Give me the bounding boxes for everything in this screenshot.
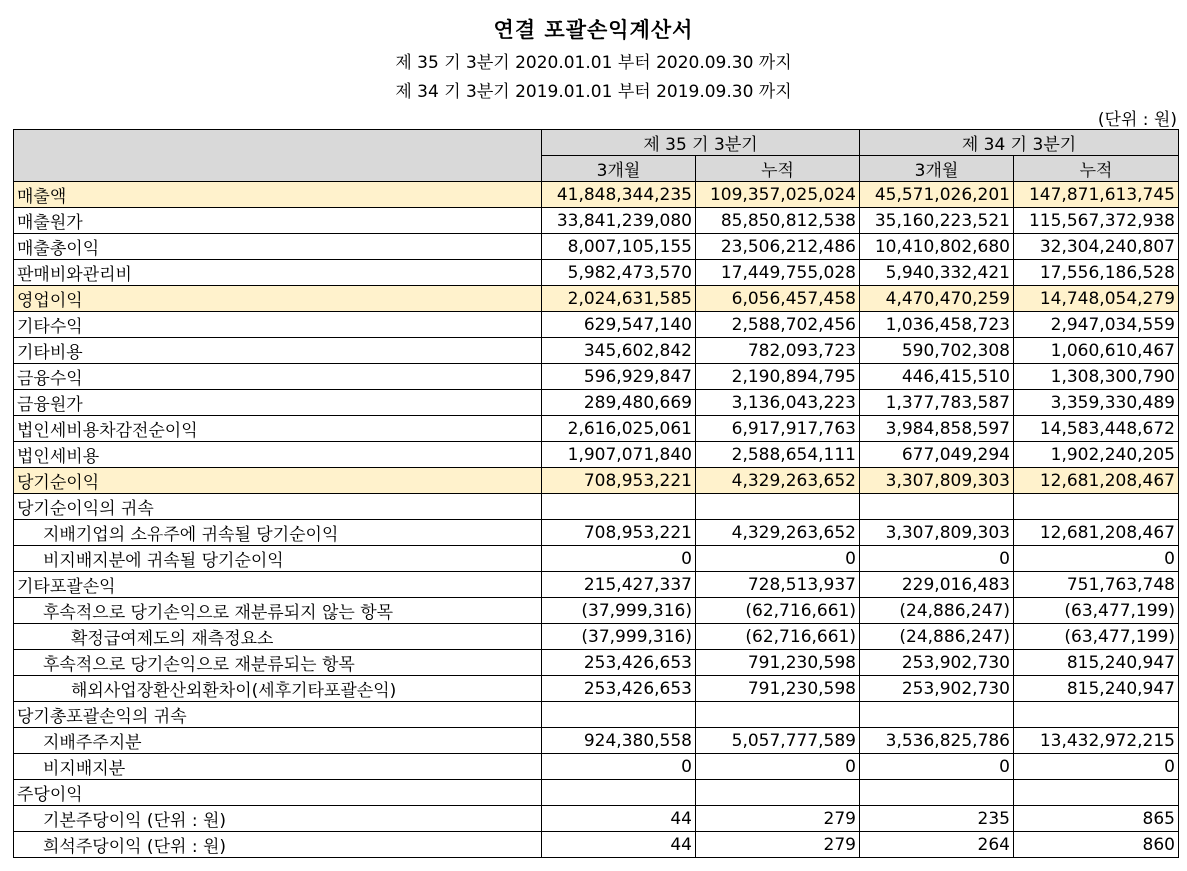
row-label: 후속적으로 당기손익으로 재분류되지 않는 항목	[14, 598, 542, 624]
table-row	[14, 650, 1179, 676]
table-row	[14, 598, 1179, 624]
row-value: 253,426,653	[542, 650, 696, 676]
row-value: 253,902,730	[860, 650, 1014, 676]
period-current: 제 35 기 3분기 2020.01.01 부터 2020.09.30 까지	[395, 53, 792, 73]
row-label: 지배기업의 소유주에 귀속될 당기순이익	[14, 520, 542, 546]
row-label: 법인세비용차감전순이익	[14, 416, 542, 442]
row-label: 기본주당이익 (단위 : 원)	[14, 806, 542, 832]
row-value: 3,984,858,597	[860, 416, 1014, 442]
table-row	[14, 572, 1179, 598]
table-row	[14, 260, 1179, 286]
row-value: 3,307,809,303	[860, 468, 1014, 494]
period-prior: 제 34 기 3분기 2019.01.01 부터 2019.09.30 까지	[395, 82, 792, 102]
row-value	[696, 494, 860, 520]
row-label: 후속적으로 당기손익으로 재분류되는 항목	[14, 650, 542, 676]
row-value	[542, 494, 696, 520]
row-value: 677,049,294	[860, 442, 1014, 468]
row-value: (37,999,316)	[542, 624, 696, 650]
row-label: 기타수익	[14, 312, 542, 338]
row-value: 728,513,937	[696, 572, 860, 598]
row-value: 782,093,723	[696, 338, 860, 364]
row-value: (63,477,199)	[1014, 598, 1179, 624]
table-row	[14, 494, 1179, 520]
row-value: 44	[542, 806, 696, 832]
row-value	[860, 702, 1014, 728]
row-value: 5,940,332,421	[860, 260, 1014, 286]
row-value: 17,449,755,028	[696, 260, 860, 286]
row-label: 매출원가	[14, 208, 542, 234]
row-value: 1,377,783,587	[860, 390, 1014, 416]
row-value: 5,057,777,589	[696, 728, 860, 754]
row-value: 109,357,025,024	[696, 182, 860, 208]
row-value: 264	[860, 832, 1014, 858]
table-row	[14, 338, 1179, 364]
row-value: 865	[1014, 806, 1179, 832]
table-row	[14, 312, 1179, 338]
row-value: 32,304,240,807	[1014, 234, 1179, 260]
table-row	[14, 208, 1179, 234]
row-value: 596,929,847	[542, 364, 696, 390]
header-current-cumulative: 누적	[696, 156, 860, 182]
row-value: 815,240,947	[1014, 676, 1179, 702]
row-value: 147,871,613,745	[1014, 182, 1179, 208]
row-value: 0	[860, 546, 1014, 572]
row-value: 215,427,337	[542, 572, 696, 598]
row-value: 0	[696, 546, 860, 572]
statement-body	[14, 182, 1179, 858]
row-label: 매출액	[14, 182, 542, 208]
row-value: 629,547,140	[542, 312, 696, 338]
row-value: 3,307,809,303	[860, 520, 1014, 546]
row-value	[542, 780, 696, 806]
row-value: 1,308,300,790	[1014, 364, 1179, 390]
table-row	[14, 624, 1179, 650]
row-value: 3,136,043,223	[696, 390, 860, 416]
table-row	[14, 676, 1179, 702]
row-label: 영업이익	[14, 286, 542, 312]
row-value: 3,359,330,489	[1014, 390, 1179, 416]
row-label: 주당이익	[14, 780, 542, 806]
table-row	[14, 416, 1179, 442]
row-value: 12,681,208,467	[1014, 468, 1179, 494]
header-prior-3month: 3개월	[860, 156, 1014, 182]
row-value: 12,681,208,467	[1014, 520, 1179, 546]
row-value: 253,426,653	[542, 676, 696, 702]
table-row	[14, 364, 1179, 390]
row-label: 기타포괄손익	[14, 572, 542, 598]
row-value: 85,850,812,538	[696, 208, 860, 234]
row-value	[860, 780, 1014, 806]
header-current-period: 제 35 기 3분기	[542, 130, 860, 156]
row-value: 4,470,470,259	[860, 286, 1014, 312]
row-value: 13,432,972,215	[1014, 728, 1179, 754]
row-value: 0	[696, 754, 860, 780]
row-value	[542, 702, 696, 728]
row-value: 229,016,483	[860, 572, 1014, 598]
row-value: 14,748,054,279	[1014, 286, 1179, 312]
row-value: 115,567,372,938	[1014, 208, 1179, 234]
row-label: 법인세비용	[14, 442, 542, 468]
table-row	[14, 728, 1179, 754]
row-value: (24,886,247)	[860, 624, 1014, 650]
table-row	[14, 780, 1179, 806]
row-label: 희석주당이익 (단위 : 원)	[14, 832, 542, 858]
unit-label: (단위 : 원)	[1097, 110, 1177, 130]
row-value: (62,716,661)	[696, 598, 860, 624]
row-value: 10,410,802,680	[860, 234, 1014, 260]
row-value: 2,588,654,111	[696, 442, 860, 468]
table-row	[14, 702, 1179, 728]
row-value: 45,571,026,201	[860, 182, 1014, 208]
row-value: 8,007,105,155	[542, 234, 696, 260]
row-value: 289,480,669	[542, 390, 696, 416]
row-value: 2,616,025,061	[542, 416, 696, 442]
row-value: 0	[860, 754, 1014, 780]
row-label: 금융원가	[14, 390, 542, 416]
row-value: (37,999,316)	[542, 598, 696, 624]
row-value: 2,947,034,559	[1014, 312, 1179, 338]
row-value: 279	[696, 832, 860, 858]
row-value	[696, 780, 860, 806]
row-value	[696, 702, 860, 728]
row-value: 1,036,458,723	[860, 312, 1014, 338]
income-statement-table	[13, 129, 1179, 858]
header-prior-cumulative: 누적	[1014, 156, 1179, 182]
row-value: 5,982,473,570	[542, 260, 696, 286]
row-label: 당기총포괄손익의 귀속	[14, 702, 542, 728]
row-value: 6,917,917,763	[696, 416, 860, 442]
table-row	[14, 234, 1179, 260]
row-value: 860	[1014, 832, 1179, 858]
row-value: 708,953,221	[542, 468, 696, 494]
row-value: 3,536,825,786	[860, 728, 1014, 754]
table-row	[14, 442, 1179, 468]
row-label: 당기순이익의 귀속	[14, 494, 542, 520]
row-value: 2,588,702,456	[696, 312, 860, 338]
row-label: 확정급여제도의 재측정요소	[14, 624, 542, 650]
row-value: (62,716,661)	[696, 624, 860, 650]
row-value: 235	[860, 806, 1014, 832]
row-label: 비지배지분	[14, 754, 542, 780]
row-value: 4,329,263,652	[696, 520, 860, 546]
row-value: 708,953,221	[542, 520, 696, 546]
row-label: 비지배지분에 귀속될 당기순이익	[14, 546, 542, 572]
row-value: 17,556,186,528	[1014, 260, 1179, 286]
row-value: 791,230,598	[696, 650, 860, 676]
row-value: 14,583,448,672	[1014, 416, 1179, 442]
table-row	[14, 806, 1179, 832]
table-row	[14, 754, 1179, 780]
row-value: 345,602,842	[542, 338, 696, 364]
row-value: 1,907,071,840	[542, 442, 696, 468]
row-value: 41,848,344,235	[542, 182, 696, 208]
row-value: 253,902,730	[860, 676, 1014, 702]
row-value: 0	[542, 546, 696, 572]
row-value: (63,477,199)	[1014, 624, 1179, 650]
row-label: 지배주주지분	[14, 728, 542, 754]
row-value: 815,240,947	[1014, 650, 1179, 676]
table-row	[14, 182, 1179, 208]
row-value: 446,415,510	[860, 364, 1014, 390]
row-value	[1014, 702, 1179, 728]
row-value: 2,024,631,585	[542, 286, 696, 312]
row-value: 279	[696, 806, 860, 832]
table-row	[14, 546, 1179, 572]
row-value: 4,329,263,652	[696, 468, 860, 494]
row-label: 금융수익	[14, 364, 542, 390]
row-label: 기타비용	[14, 338, 542, 364]
row-value: 2,190,894,795	[696, 364, 860, 390]
table-row	[14, 520, 1179, 546]
row-value: 1,060,610,467	[1014, 338, 1179, 364]
row-value: 44	[542, 832, 696, 858]
statement-title: 연결 포괄손익계산서	[493, 18, 694, 42]
row-value: 0	[542, 754, 696, 780]
table-row	[14, 286, 1179, 312]
row-value: 33,841,239,080	[542, 208, 696, 234]
row-label: 해외사업장환산외환차이(세후기타포괄손익)	[14, 676, 542, 702]
row-value: 35,160,223,521	[860, 208, 1014, 234]
header-prior-period: 제 34 기 3분기	[860, 130, 1179, 156]
row-value: 23,506,212,486	[696, 234, 860, 260]
row-label: 당기순이익	[14, 468, 542, 494]
table-row	[14, 832, 1179, 858]
row-label: 매출총이익	[14, 234, 542, 260]
row-value: (24,886,247)	[860, 598, 1014, 624]
row-value: 924,380,558	[542, 728, 696, 754]
row-value	[1014, 780, 1179, 806]
row-value: 751,763,748	[1014, 572, 1179, 598]
table-row	[14, 468, 1179, 494]
header-blank	[14, 130, 542, 182]
table-row	[14, 390, 1179, 416]
row-value	[1014, 494, 1179, 520]
row-value: 0	[1014, 754, 1179, 780]
row-value: 590,702,308	[860, 338, 1014, 364]
header-current-3month: 3개월	[542, 156, 696, 182]
row-label: 판매비와관리비	[14, 260, 542, 286]
row-value: 6,056,457,458	[696, 286, 860, 312]
row-value: 1,902,240,205	[1014, 442, 1179, 468]
row-value: 0	[1014, 546, 1179, 572]
row-value: 791,230,598	[696, 676, 860, 702]
row-value	[860, 494, 1014, 520]
